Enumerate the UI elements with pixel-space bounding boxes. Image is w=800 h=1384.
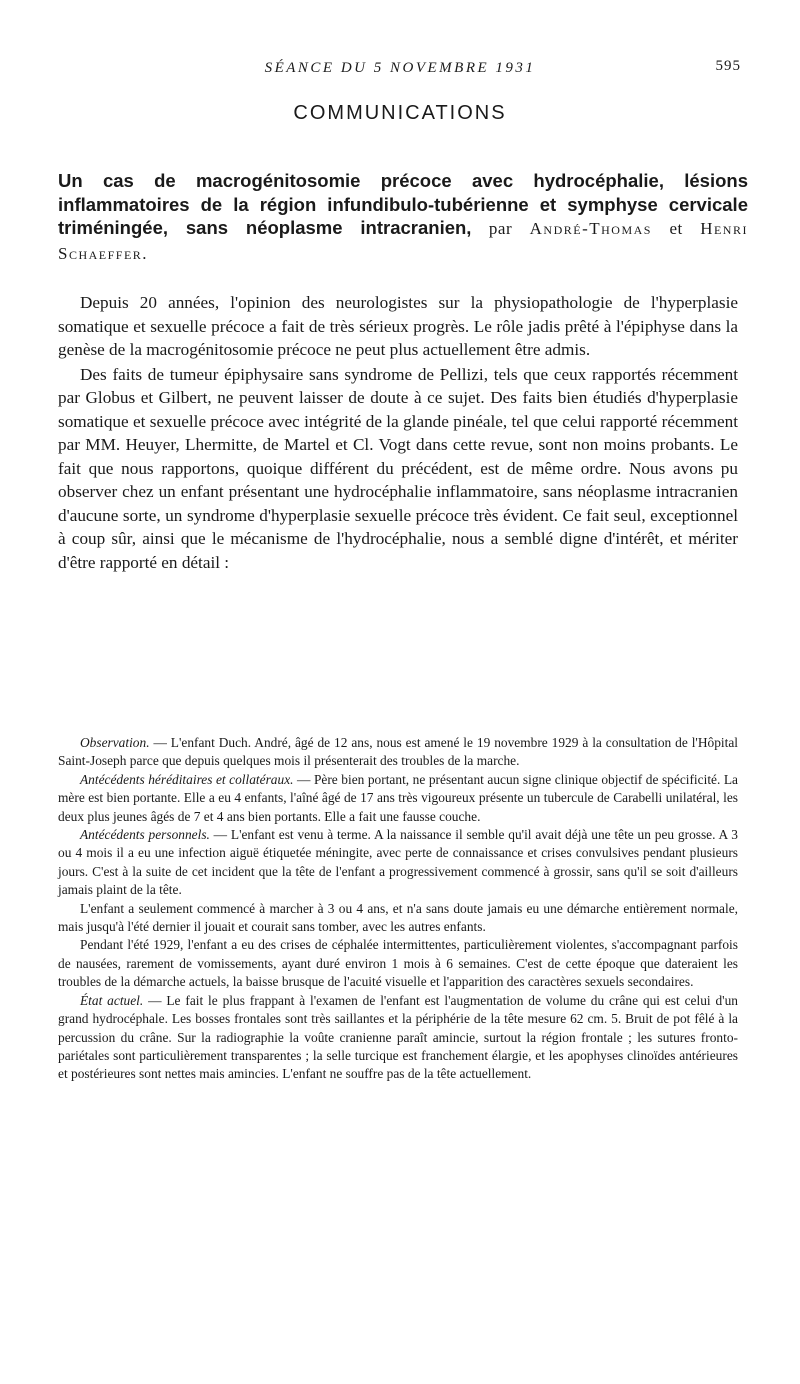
paragraph-lead: Observation. (80, 735, 150, 750)
section-title: COMMUNICATIONS (293, 102, 507, 124)
page-number: 595 (715, 58, 741, 74)
author-name: André-Thomas (529, 219, 652, 238)
paragraph-lead: Antécédents héréditaires et collatéraux. (80, 771, 294, 787)
paragraph-text: L'enfant a seulement commencé à marcher à 3 ou 4 ans, et n'a sans doute jamais eu une démarche entièrement normale, mais jusqu'à l'été dernier il jouait et courait sans tomber, avec les autres enfants. (58, 900, 738, 935)
observation-paragraph (58, 936, 738, 991)
observation-paragraph (58, 826, 738, 900)
paragraph-text: — Le fait le plus frappant à l'examen de l'enfant est l'augmentation de volume du crâne qui est celui d'un grand hydrocéphale. Les bosses frontales sont très saillantes et la périphérie de la tête mesure 62 cm. 5. Bruit de pot fêlé à la percussion du crâne. Sur la radiographie la voûte cranienne paraît amincie, surtout la région frontale ; les sutures fronto-pariétales sont particulièrement transparentes ; la selle turcique est franchement élargie, et les apophyses clinoïdes antérieures et postérieures sont nettes mais amincies. L'enfant ne souffre pas de la tête actuellement. (58, 992, 738, 1082)
paragraph-text: Pendant l'été 1929, l'enfant a eu des crises de céphalée intermittentes, particulièrement violentes, s'accompagnant parfois de nausées, rarement de vomissements, ayant duré environ 1 mois à 6 semaines. C'est de cette époque que dateraient les troubles de la démarche actuels, la baisse brusque de l'acuité visuelle et l'apparition des caractères sexuels secondaires. (58, 937, 738, 990)
body-text (58, 291, 738, 574)
paragraph-lead: État actuel. (80, 992, 144, 1008)
article-title-block (58, 169, 748, 265)
page-header (0, 58, 800, 82)
observation-paragraph (58, 771, 738, 826)
observation-section (58, 734, 738, 1084)
paragraph-text: — L'enfant Duch. André, âgé de 12 ans, nous est amené le 19 novembre 1929 à la consultation de l'Hôpital Saint-Joseph parce que depuis quelques mois il présenterait des troubles de la marche. (58, 735, 738, 769)
author-conjunction: et (651, 219, 701, 238)
author-name: Henri Schaeffer. (58, 219, 748, 263)
author-by: par (471, 219, 530, 238)
observation-paragraph (58, 992, 738, 1084)
observation-paragraph (58, 900, 738, 937)
paragraph-text: — L'enfant est venu à terme. A la naissance il semble qu'il avait déjà une tête un peu grosse. A 3 ou 4 mois il a eu une infection aiguë étiquetée méningite, avec perte de connaissance et crises convulsives pendant plusieurs jours. C'est à la suite de cet incident que la tête de l'enfant a progressivement commencé à grossir, sans qu'il se soit d'ailleurs jamais plaint de la tête. (58, 827, 738, 898)
observation-paragraph (58, 734, 738, 771)
running-head: SÉANCE DU 5 NOVEMBRE 1931 (264, 60, 536, 76)
article-title: Un cas de macrogénitosomie précoce avec hydrocéphalie, lésions inflammatoires de la région infundibulo-tubérienne et symphyse cervicale triméningée, sans néoplasme intracranien, (58, 170, 748, 238)
paragraph-text: — Père bien portant, ne présentant aucun signe clinique objectif de spécificité. La mère est bien portante. Elle a eu 4 enfants, l'aîné âgé de 17 ans très vigoureux présente un tubercule de Carabelli unilatéral, les deux plus jeunes âgés de 7 et 4 ans bien portants. Elle a fait une fausse couche. (58, 771, 738, 824)
paragraph-lead: Antécédents personnels. (80, 827, 210, 843)
body-paragraph: Des faits de tumeur épiphysaire sans syndrome de Pellizi, tels que ceux rapportés récemment par Globus et Gilbert, ne peuvent laisser de doute à ce sujet. Des faits bien étudiés d'hyperplasie somatique et sexuelle précoce avec intégrité de la glande pinéale, tel que celui rapporté récemment par MM. Heuyer, Lhermitte, de Martel et Cl. Vogt dans cette revue, sont non moins probants. Le fait que nous rapportons, quoique différent du précédent, est de même ordre. Nous avons pu observer chez un enfant présentant une hydrocéphalie inflammatoire, sans néoplasme intracranien d'aucune sorte, un syndrome d'hyperplasie sexuelle précoce très évident. Ce fait seul, exceptionnel à coup sûr, ainsi que le mécanisme de l'hydrocéphalie, nous a semblé digne d'intérêt, et mériter d'être rapporté en détail : (58, 364, 738, 572)
body-paragraph: Depuis 20 années, l'opinion des neurologistes sur la physiopathologie de l'hyperplasie somatique et sexuelle précoce a fait de très sérieux progrès. Le rôle jadis prêté à l'épiphyse dans la genèse de la macrogénitosomie précoce ne peut plus actuellement être admis. (58, 293, 738, 359)
